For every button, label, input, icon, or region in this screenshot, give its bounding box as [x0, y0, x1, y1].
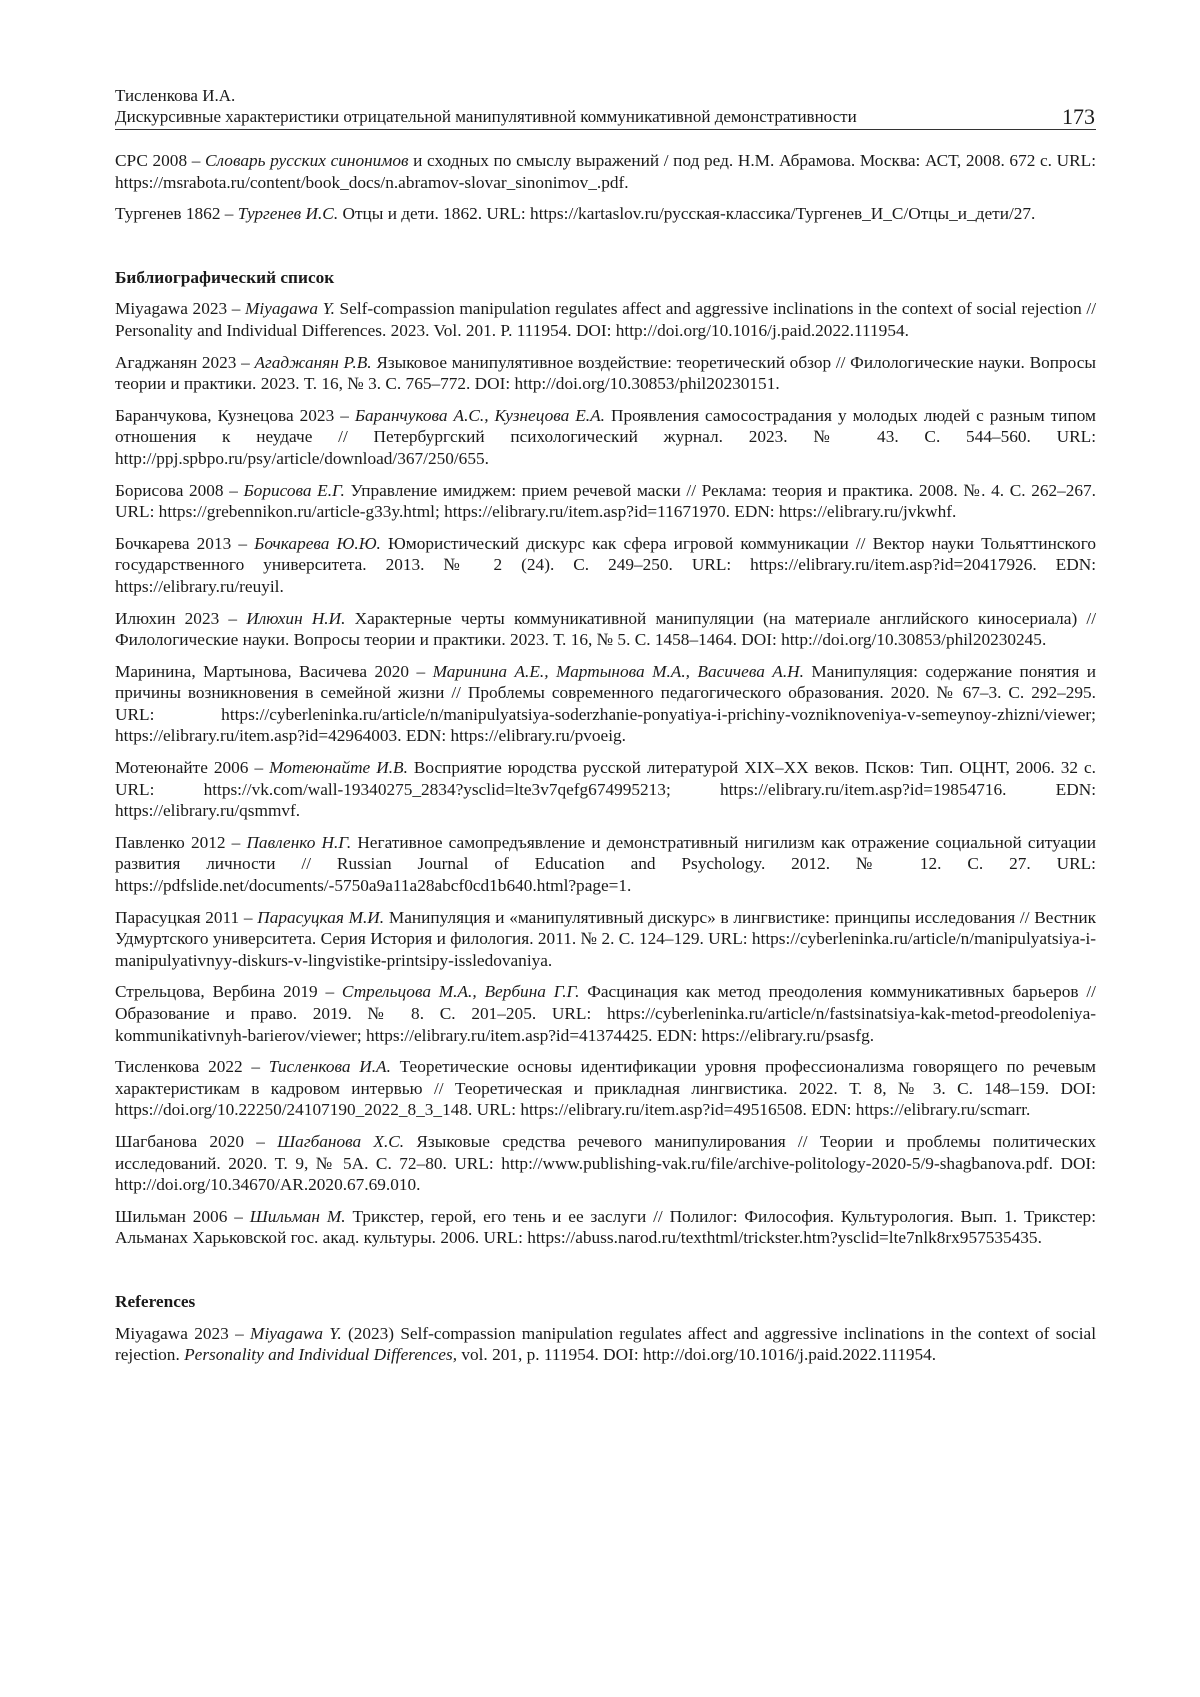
- entry-author: Шильман М.: [249, 1206, 346, 1226]
- entry-key: Агаджанян 2023 –: [115, 352, 255, 372]
- header-title-row: [115, 106, 1095, 127]
- bibliography-entry: [115, 981, 1096, 1046]
- bibliography-entry: [115, 405, 1096, 470]
- entry-text: Управление имиджем: прием речевой маски // Реклама: теория и практика. 2008. №. 4. С. 262–267. URL: https://grebennikon.ru/article-g33y.html; https://elibrary.ru/item.asp?id=11671970. EDN: https://elibrary.ru/jvkwhf.: [115, 480, 1096, 522]
- running-header: [115, 85, 1095, 127]
- entry-text: Негативное самопредъявление и демонстративный нигилизм как отражение социальной ситуации развития личности // Russian Journal of Education and Psychology. 2012. № 12. С. 27. URL: https://pdfslide.net/documents/-5750a9a11a28abcf0cd1b640.html?page=1.: [115, 832, 1096, 896]
- entry-author: Баранчукова А.С., Кузнецова Е.А.: [354, 405, 605, 425]
- entry-text: Характерные черты коммуникативной манипуляции (на материале английского киносериала) // Филологические науки. Вопросы теории и практики. 2023. Т. 16, № 5. С. 1458–1464. DOI: http://doi.org/10.30853/phil20230245.: [115, 608, 1097, 650]
- entry-key: Тургенев 1862 –: [115, 204, 238, 224]
- entry-key: Стрельцова, Вербина 2019 –: [115, 982, 342, 1002]
- entry-key: Маринина, Мартынова, Васичева 2020 –: [115, 661, 433, 681]
- page-number: 173: [1062, 104, 1095, 129]
- bibliography-entry: [115, 480, 1096, 523]
- header-article-title: Дискурсивные характеристики отрицательной манипулятивной коммуникативной демонстративности: [115, 107, 857, 126]
- entry-author: Miyagawa Y.: [250, 1323, 342, 1343]
- bibliography-entry: [115, 1131, 1096, 1196]
- entry-text: Восприятие юродства русской литературой XIX–XX веков. Псков: Тип. ОЦНТ, 2006. 32 с. URL: https://vk.com/wall-19340275_2834?ysclid=lte3v7qefg674995213; https://elibrary.ru/item.asp?id=19854716. EDN: https://elibrary.ru/qsmmvf.: [115, 758, 1096, 821]
- entry-text: Языковое манипулятивное воздействие: теоретический обзор // Филологические науки. Вопросы теории и практики. 2023. Т. 16, № 3. С. 765–772. DOI: http://doi.org/10.30853/phil20230151.: [115, 352, 1097, 394]
- bibliography-entry: [115, 661, 1096, 747]
- bibliography-entry: [115, 907, 1096, 972]
- entry-author: Тисленкова И.А.: [268, 1057, 391, 1077]
- entry-author: Шагбанова Х.С.: [277, 1131, 405, 1151]
- entry-author: Стрельцова М.А., Вербина Г.Г.: [341, 982, 580, 1002]
- bibliography-entry: [115, 757, 1096, 822]
- entry-author: Тургенев И.С.: [237, 204, 339, 224]
- entry-key: Miyagawa 2023 –: [115, 1323, 251, 1343]
- entry-key: Мотеюнайте 2006 –: [115, 758, 270, 778]
- entry-text: Отцы и дети. 1862. URL: https://kartaslov.ru/русская-классика/Тургенев_И_С/Отцы_и_дети/27.: [338, 204, 1036, 224]
- entry-text: Теоретические основы идентификации уровня профессионализма говорящего по речевым характеристикам в кадровом интервью // Теоретическая и прикладная лингвистика. 2022. Т. 8, № 3. С. 148–159. DOI: https://doi.org/10.22250/24107190_2022_8_3_148. URL: https://elibrary.ru/item.asp?id=49516508. EDN: https://elibrary.ru/scmarr.: [115, 1057, 1096, 1120]
- entry-key: Павленко 2012 –: [115, 832, 247, 852]
- entry-text: Проявления самосострадания у молодых людей с разным типом отношения к неудаче // Петербургский психологический журнал. 2023. № 43. С. 544–560. URL: http://ppj.spbpo.ru/psy/article/download/367/250/655.: [115, 405, 1096, 468]
- source-entry: [115, 150, 1096, 193]
- entry-key: Борисова 2008 –: [115, 480, 244, 500]
- bibliography-heading: Библиографический список: [115, 267, 335, 287]
- header-rule: [115, 129, 1096, 130]
- bibliography-entry: [115, 1056, 1096, 1121]
- references-entry: [115, 1323, 1096, 1366]
- entry-text: Манипуляция: содержание понятия и причины возникновения в семейной жизни // Проблемы современного педагогического образования. 2020. № 67–3. С. 292–295. URL: https://cyberleninka.ru/article/n/manipulyatsiya-soderzhanie-ponyatiya-i-prichiny-vozniknoveniya-v-semeynoy-zhizni/viewer; https://elibrary.ru/item.asp?id=42964003. EDN: https://elibrary.ru/pvoeig.: [115, 661, 1096, 746]
- entry-text: Языковые средства речевого манипулирования // Теории и проблемы политических исследований. 2020. Т. 9, № 5А. С. 72–80. URL: http://www.publishing-vak.ru/file/archive-politology-2020-5/9-shagbanova.pdf. DOI: http://doi.org/10.34670/AR.2020.67.69.010.: [115, 1131, 1096, 1195]
- section-spacer: [115, 235, 1096, 267]
- bibliography-entry: [115, 352, 1096, 395]
- bibliography-entry: [115, 298, 1096, 341]
- entry-author: Словарь русских синонимов: [205, 151, 409, 170]
- entry-key: Илюхин 2023 –: [115, 608, 247, 628]
- entry-text: Юмористический дискурс как сфера игровой коммуникации // Вектор науки Тольяттинского государственного университета. 2013. № 2 (24). С. 249–250. URL: https://elibrary.ru/item.asp?id=20417926. EDN: https://elibrary.ru/reuyil.: [115, 533, 1096, 596]
- source-entry: [115, 203, 1096, 225]
- entry-text: Фасцинация как метод преодоления коммуникативных барьеров // Образование и право. 2019. № 8. С. 201–205. URL: https://cyberleninka.ru/article/n/fastsinatsiya-kak-metod-preodoleniya-kommunikativnyh-barierov/viewer; https://elibrary.ru/item.asp?id=41374425. EDN: https://elibrary.ru/psasfg.: [115, 982, 1096, 1045]
- bibliography-entry: [115, 608, 1096, 651]
- entry-text: (2023) Self-compassion manipulation regulates affect and aggressive inclinations in the context of social rejection.: [115, 1323, 1097, 1365]
- entry-key: Тисленкова 2022 –: [115, 1057, 269, 1077]
- entry-author: Бочкарева Ю.Ю.: [254, 533, 381, 553]
- bibliography-entry: [115, 832, 1096, 897]
- entry-author: Борисова Е.Г.: [243, 480, 345, 500]
- entry-text: vol. 201, p. 111954. DOI: http://doi.org/10.1016/j.paid.2022.111954.: [457, 1345, 937, 1365]
- section-spacer: [115, 1259, 1096, 1291]
- entry-author: Агаджанян Р.В.: [254, 352, 372, 372]
- entry-author: Парасуцкая М.И.: [257, 907, 385, 927]
- bibliography-entry: [115, 1206, 1096, 1249]
- entry-author: Мотеюнайте И.В.: [269, 758, 408, 778]
- bibliography-entry: [115, 533, 1096, 598]
- entry-key: Miyagawa 2023 –: [115, 299, 245, 319]
- entry-text: Self-compassion manipulation regulates affect and aggressive inclinations in the context of social rejection // Personality and Individual Differences. 2023. Vol. 201. P. 111954. DOI: http://doi.org/10.1016/j.paid.2022.111954.: [115, 299, 1097, 340]
- entry-author: Павленко Н.Г.: [246, 832, 352, 852]
- entry-key: Бочкарева 2013 –: [115, 533, 255, 553]
- entry-author: Илюхин Н.И.: [246, 608, 346, 628]
- entry-text: Манипуляция и «манипулятивный дискурс» в лингвистике: принципы исследования // Вестник Удмуртского университета. Серия История и филология. 2011. № 2. С. 124–129. URL: https://cyberleninka.ru/article/n/manipulyatsiya-i-manipulyativnyy-diskurs-v-lingvistike-printsipy-issledovaniya.: [115, 907, 1096, 970]
- references-heading: References: [115, 1291, 196, 1311]
- entry-text: Трикстер, герой, его тень и ее заслуги // Полилог: Философия. Культурология. Вып. 1. Трикстер: Альманах Харьковской гос. акад. культуры. 2006. URL: https://abuss.narod.ru/texthtml/trickster.htm?ysclid=lte7nlk8rx957535435.: [115, 1206, 1096, 1248]
- header-author: Тисленкова И.А.: [115, 86, 236, 105]
- entry-key: СРС 2008 –: [115, 151, 206, 170]
- entry-key: Шильман 2006 –: [115, 1206, 250, 1226]
- entry-author: Маринина А.Е., Мартынова М.А., Васичева А.Н.: [432, 661, 804, 681]
- main-content: [115, 150, 1096, 1376]
- entry-key: Шагбанова 2020 –: [115, 1131, 278, 1151]
- entry-text: и сходных по смыслу выражений / под ред. Н.М. Абрамова. Москва: АСТ, 2008. 672 с. URL: https://msrabota.ru/content/book_docs/n.abramov-slovar_sinonimov_.pdf.: [115, 151, 1097, 192]
- entry-key: Парасуцкая 2011 –: [115, 907, 258, 927]
- entry-journal: Personality and Individual Differences,: [184, 1345, 458, 1365]
- entry-key: Баранчукова, Кузнецова 2023 –: [115, 405, 355, 425]
- entry-author: Miyagawa Y.: [245, 299, 335, 319]
